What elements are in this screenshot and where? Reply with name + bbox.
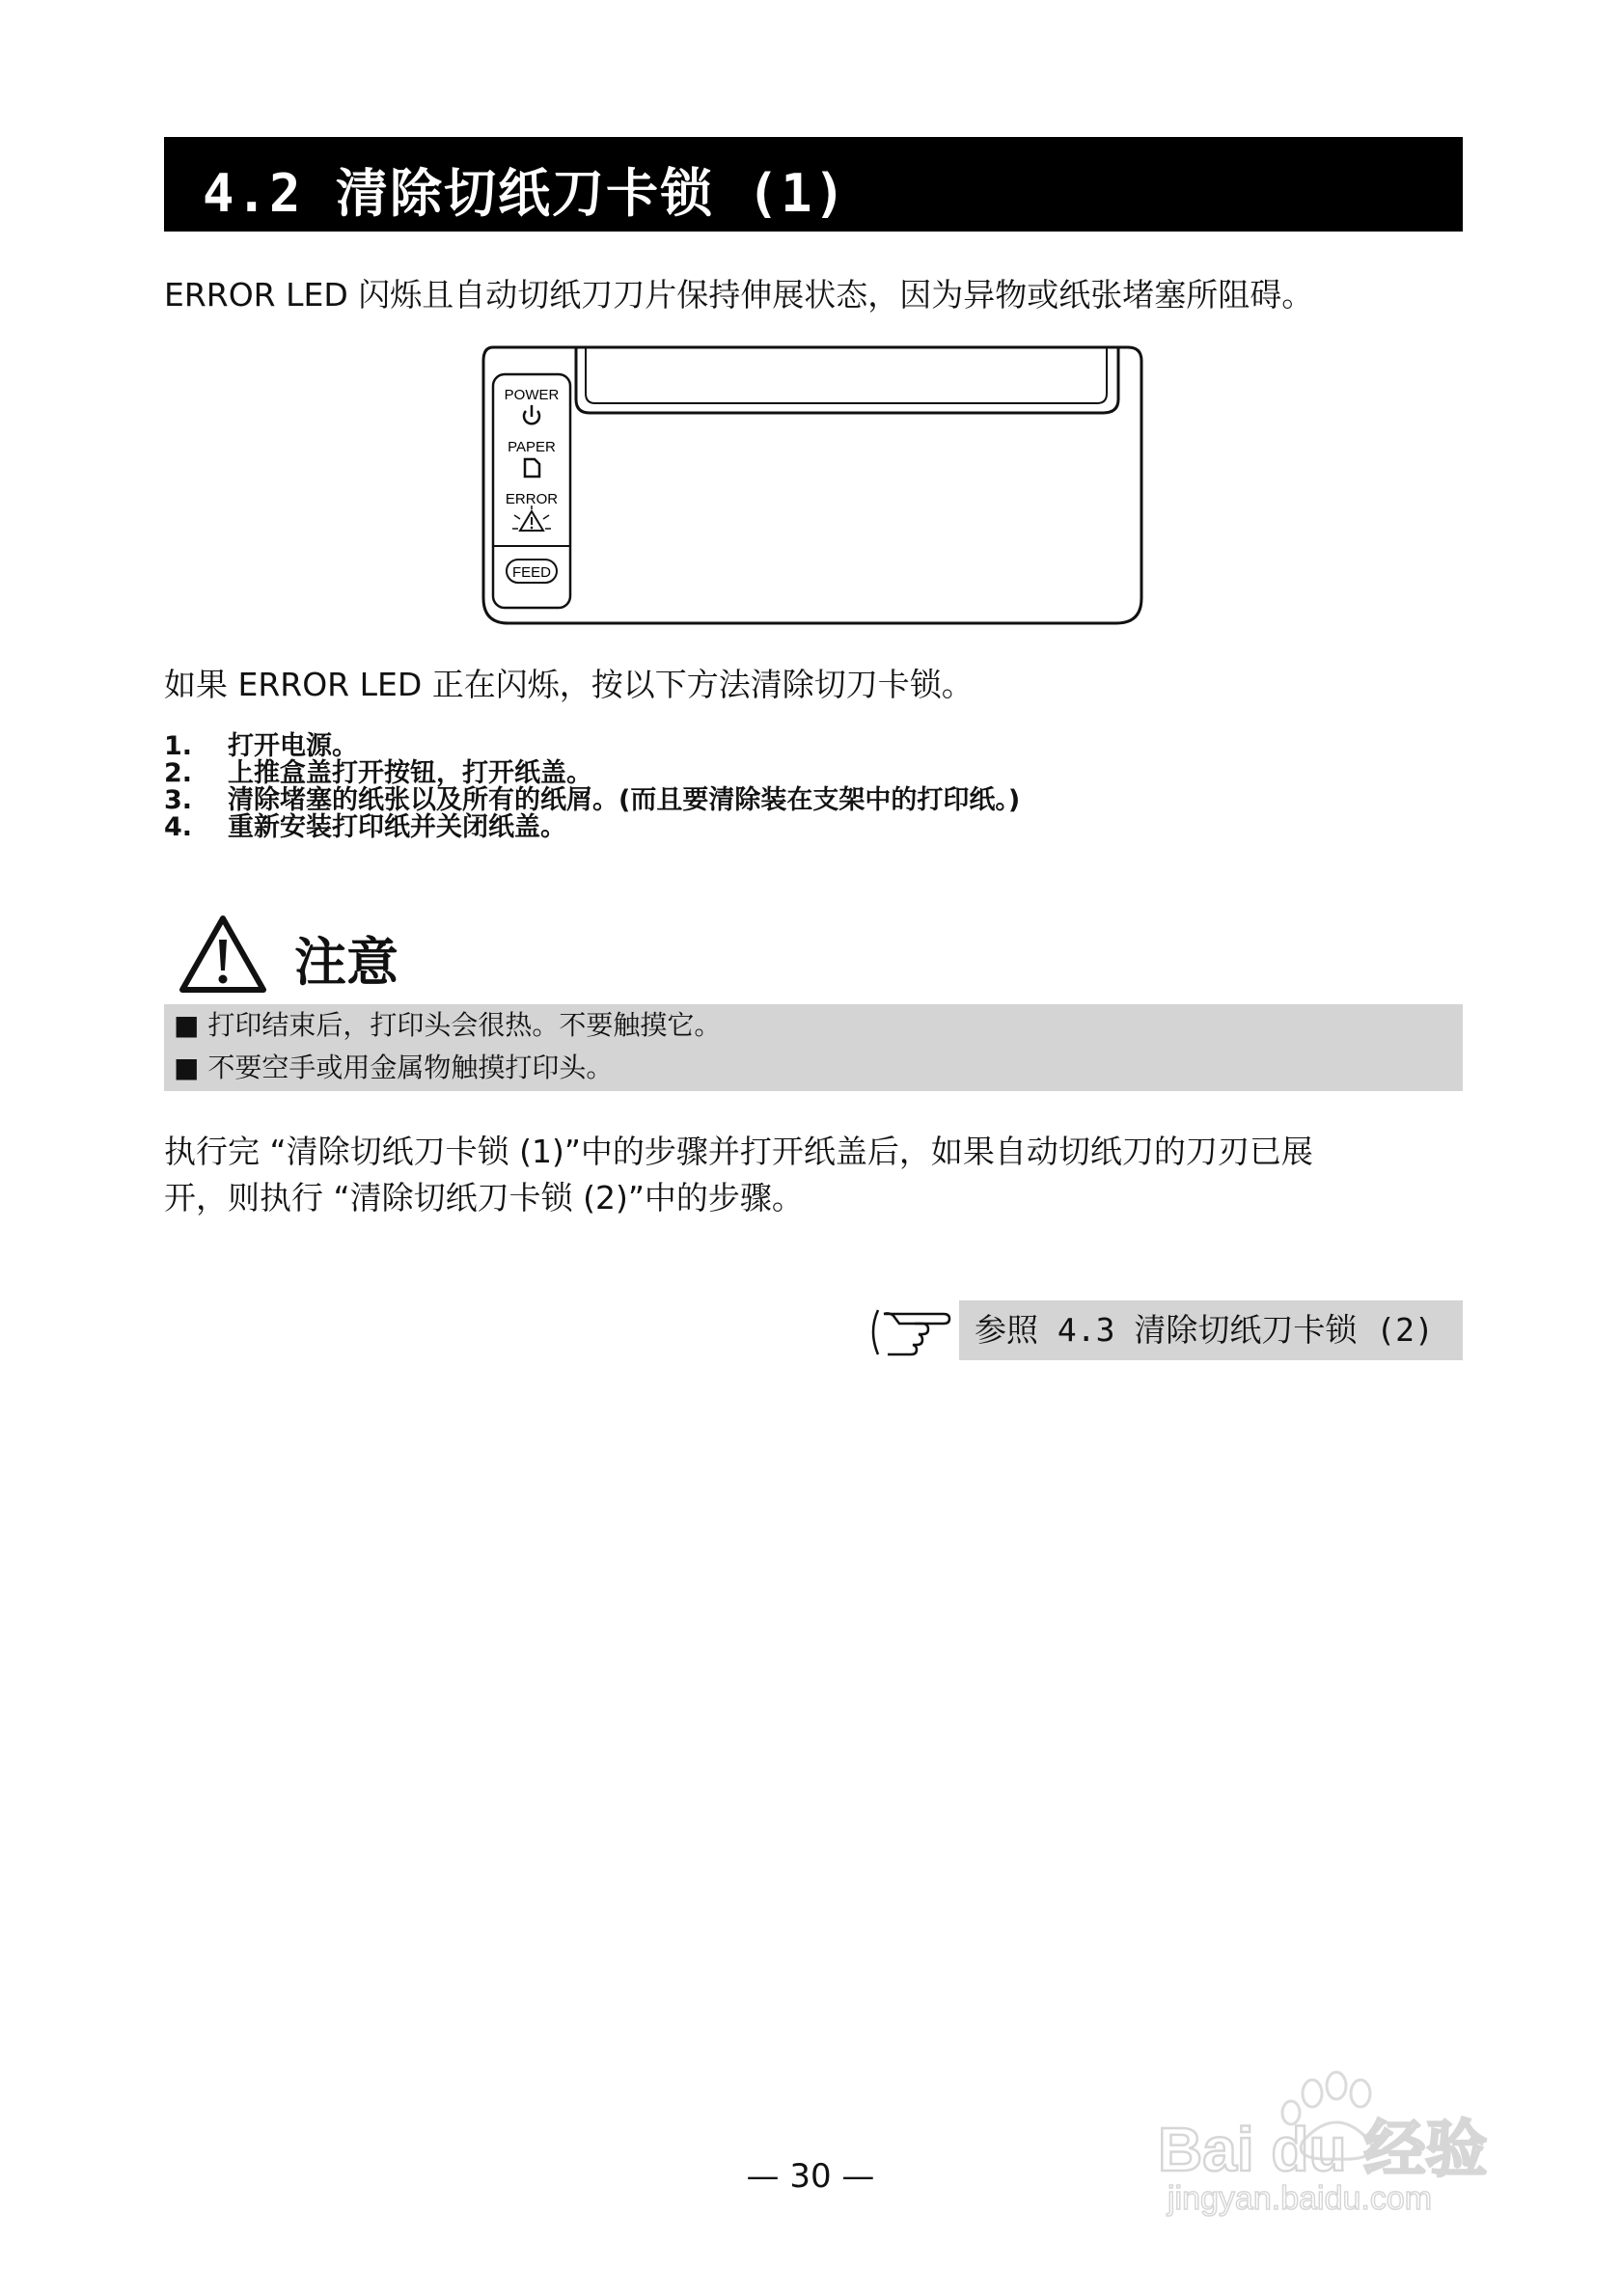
- warning-triangle-icon: [177, 913, 269, 996]
- paper-label: PAPER: [508, 439, 556, 455]
- reference-box: [959, 1300, 1463, 1360]
- step-item: [164, 733, 1020, 760]
- step-text: 打开电源。: [228, 731, 358, 761]
- step-text: 清除堵塞的纸张以及所有的纸屑。(而且要清除装在支架中的打印纸。): [228, 785, 1021, 815]
- instruction-paragraph: 如果 ERROR LED 正在闪烁，按以下方法清除切刀卡锁。: [164, 666, 974, 703]
- caution-line: ■ 不要空手或用金属物触摸打印头。: [174, 1052, 614, 1083]
- section-title: 4.2 清除切纸刀卡锁 (1): [203, 163, 848, 224]
- svg-text:jingyan.baidu.com: jingyan.baidu.com: [1168, 2180, 1433, 2217]
- step-number: 4.: [164, 812, 193, 842]
- step-number: 2.: [164, 758, 193, 788]
- paper-icon: [525, 459, 539, 477]
- followup-line: 执行完 “清除切纸刀卡锁 (1)”中的步骤并打开纸盖后，如果自动切纸刀的刀刃已展: [164, 1133, 1313, 1170]
- steps-list: [164, 733, 1020, 841]
- section-title-bar: [164, 137, 1463, 232]
- step-item: [164, 760, 1020, 787]
- intro-paragraph: ERROR LED 闪烁且自动切纸刀刀片保持伸展状态，因为异物或纸张堵塞所阻碍。: [164, 276, 1314, 314]
- step-number: 1.: [164, 731, 193, 761]
- step-text: 重新安装打印纸并关闭纸盖。: [228, 812, 566, 842]
- reference-text: 参照 4.3 清除切纸刀卡锁 (2): [975, 1311, 1434, 1349]
- power-label: POWER: [504, 387, 560, 403]
- error-warning-icon: [512, 506, 551, 531]
- followup-line: 开，则执行 “清除切纸刀卡锁 (2)”中的步骤。: [164, 1179, 804, 1216]
- step-text: 上推盒盖打开按钮，打开纸盖。: [228, 758, 592, 788]
- step-number: 3.: [164, 785, 193, 815]
- svg-text:Bai du 经验: Bai du 经验: [1158, 2115, 1488, 2184]
- step-item: [164, 787, 1020, 814]
- baidu-jingyan-watermark: [1148, 2055, 1525, 2219]
- step-item: [164, 814, 1020, 841]
- error-label: ERROR: [505, 491, 559, 507]
- power-icon: [524, 405, 539, 424]
- feed-label: FEED: [511, 564, 552, 581]
- caution-box: [164, 1004, 1463, 1091]
- caution-title: 注意: [294, 932, 398, 993]
- pointing-hand-icon: [866, 1302, 953, 1360]
- caution-line: ■ 打印结束后，打印头会很热。不要触摸它。: [174, 1009, 722, 1041]
- printer-panel-illustration: [480, 345, 1145, 627]
- page-number: — 30 —: [746, 2157, 875, 2196]
